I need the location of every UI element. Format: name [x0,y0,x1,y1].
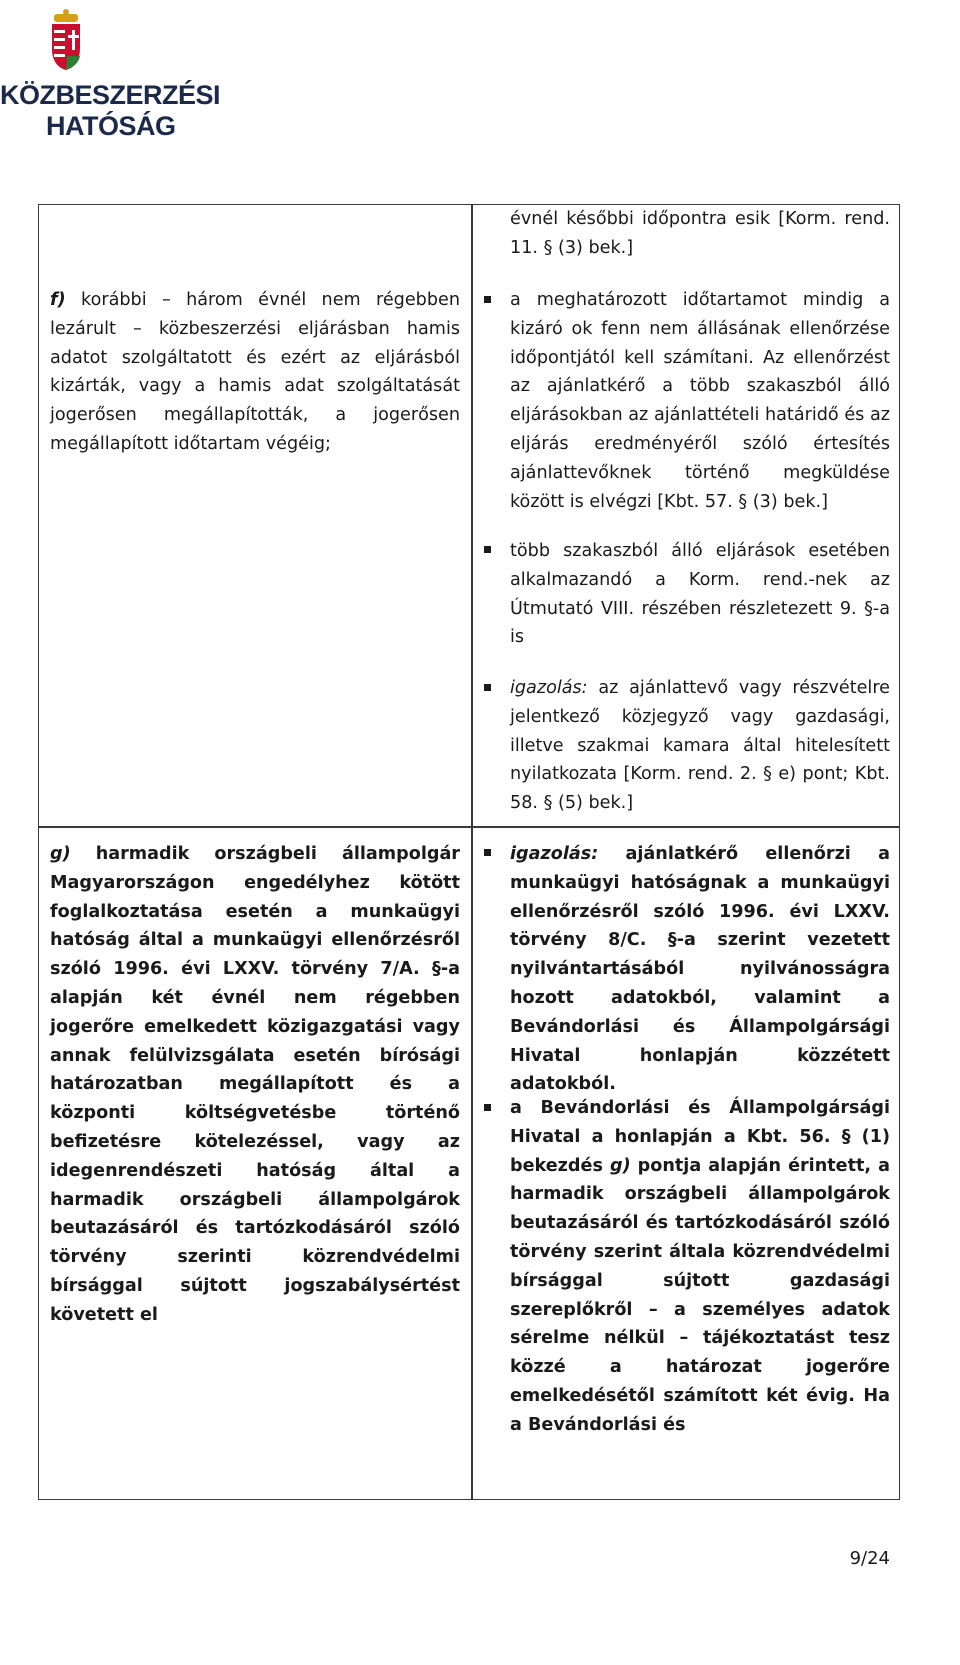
logo [0,8,230,143]
page-number: 9/24 [849,1548,890,1569]
right-top-text: évnél későbbi időpontra esik [Korm. rend. 11. § (3) bek.] [510,209,890,258]
coat-of-arms-icon [48,8,84,72]
g-bullet-2-part2: pontja alapján érintett, a harmadik országbeli állampolgárok beutazásáról és tartózkodásáról szóló törvény szerint általa közrendvédelmi bírsággal sújtott gazdasági szereplőkről – a személyes adatok sérelme nélkül – tájékoztatást tesz közzé a határozat jogerőre emelkedésétől számított két évig. Ha a Bevándorlási és [510,1155,891,1435]
bullet-icon [484,684,491,691]
f-bullet-3-body: az ajánlattevő vagy részvételre jelentkező közjegyző vagy gazdasági, illetve szakmai kamara által hitelesített nyilatkozata [Korm. rend. 2. § e) pont; Kbt. 58. § (5) bek.] [510,678,890,814]
item-f-letter: f) [50,290,66,310]
g-bullet-2-em: g) [609,1155,631,1176]
item-g-body: harmadik országbeli állampolgár Magyarországon engedélyhez kötött foglalkoztatása esetén a munkaügyi hatóság által a munkaügyi ellenőrzésről szóló 1996. évi LXXV. törvény 7/A. §-a alapján két évnél nem régebben jogerőre emelkedett közigazgatási vagy annak felülvizsgálata esetén bírósági határozatban megállapított és a központi költségvetésbe történő befizetésre kötelezéssel, vagy az idegenrendészeti hatóság által a harmadik országbeli állampolgárok beutazásáról és tartózkodásáról szóló törvény szerinti közrendvédelmi bírsággal sújtott jogszabálysértést követett el [50,844,460,1325]
f-bullet-1: a meghatározott időtartamot mindig a kizáró ok fenn nem állásának ellenőrzése időpontjától kell számítani. Az ellenőrzést az ajánlatkérő a több szakaszból álló eljárásokban az ajánlattételi határidő és az eljárás eredményéről szóló értesítés ajánlattevőknek történő megküldése között is elvégzi [Kbt. 57. § (3) bek.] [510,290,890,512]
column-divider [471,204,473,1500]
bullet-icon [484,849,491,856]
g-bullet-1 [510,840,890,1099]
g-bullet-2 [510,1094,890,1440]
f-bullet-3-label: igazolás: [510,678,588,698]
logo-text-line2: HATÓSÁG [46,111,176,141]
g-bullet-1-label: igazolás: [510,844,599,864]
item-g-letter: g) [50,844,71,864]
item-g-text [50,840,460,1330]
f-bullet-3 [510,674,890,818]
row-divider [38,826,900,828]
bullet-icon [484,296,491,303]
g-bullet-2-part1: a Bevándorlási és Állampolgársági Hivatal a honlapján a Kbt. 56. § (1) bekezdés [510,1098,890,1176]
bullet-icon [484,1104,491,1111]
logo-text-line1: KÖZBESZERZÉSI [0,80,221,110]
item-f-text [50,286,460,459]
item-f-body: korábbi – három évnél nem régebben lezárult – közbeszerzési eljárásban hamis adatot szolgáltatott és ezért az eljárásból kizárták, vagy a hamis adat szolgáltatását jogerősen megállapították, a jogerősen megállapított időtartam végéig; [50,290,460,454]
f-bullet-2: több szakaszból álló eljárások esetében alkalmazandó a Korm. rend.-nek az Útmutató VIII. részében részletezett 9. §-a is [510,541,890,648]
g-bullet-1-body: ajánlatkérő ellenőrzi a munkaügyi hatóságnak a munkaügyi ellenőrzésről szóló 1996. évi LXXV. törvény 8/C. §-a szerint vezetett nyilvántartásából nyilvánosságra hozott adatokból, valamint a Bevándorlási és Állampolgársági Hivatal honlapján közzétett adatokból. [510,844,890,1095]
bullet-icon [484,546,491,553]
